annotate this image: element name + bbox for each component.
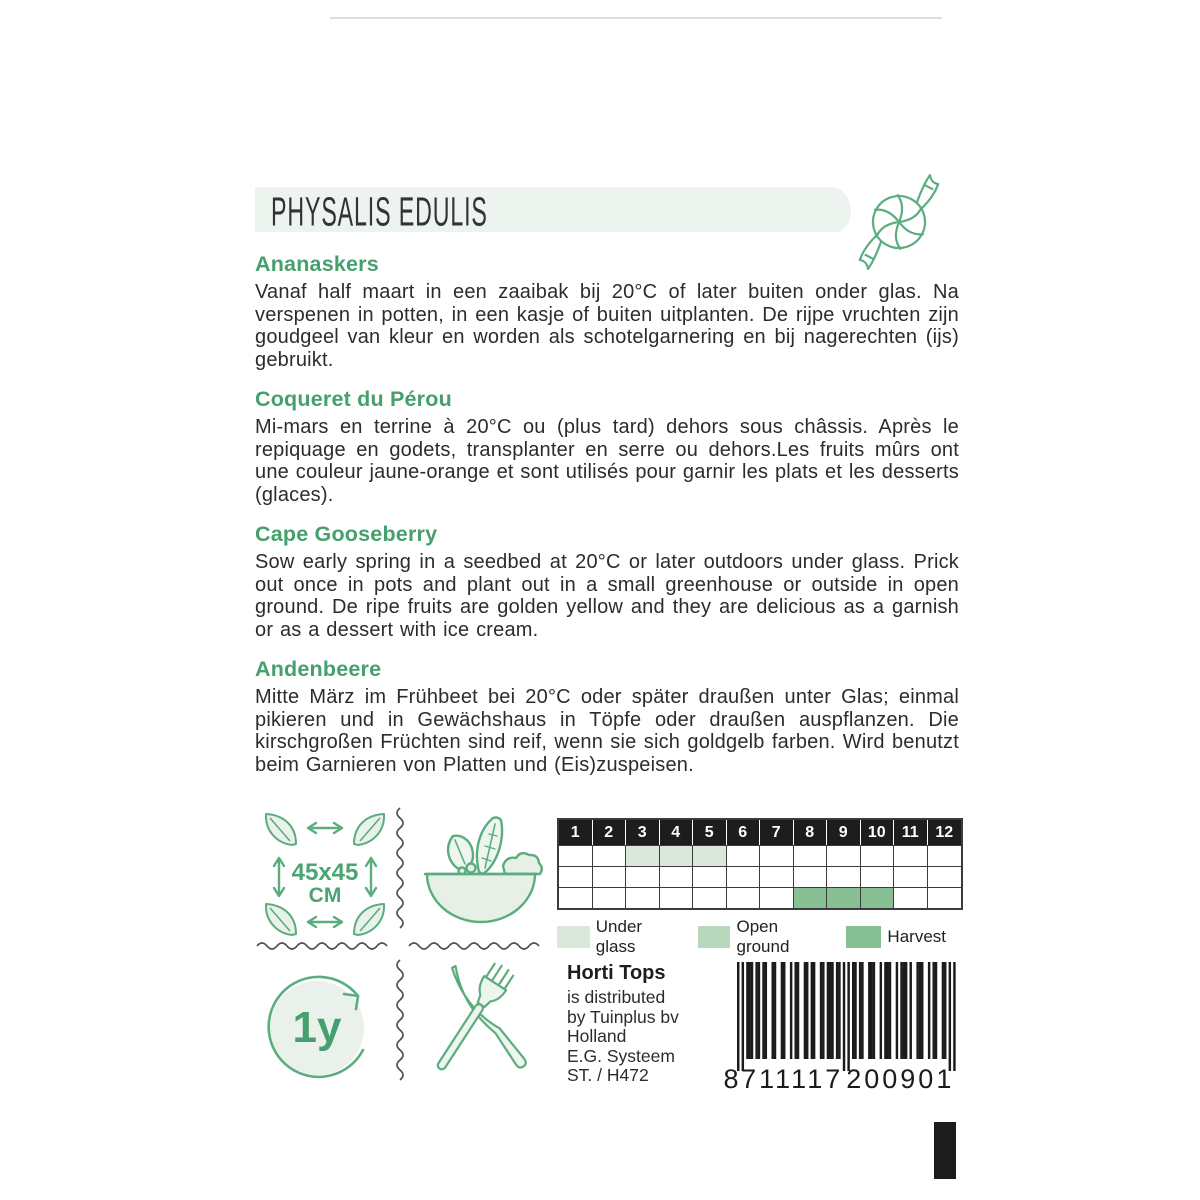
- spacing-unit-label: CM: [308, 884, 342, 907]
- calendar-cell-harvest-12: [928, 887, 962, 908]
- calendar-cell-harvest-4: [660, 887, 694, 908]
- calendar-cell-open-ground-12: [928, 866, 962, 887]
- section-body-german: Mitte März im Frühbeet bei 20°C oder später draußen unter Glas; einmal pikieren und in Gewächshaus in Töpfe oder draußen auspflanzen. Die kirschgroßen Früchten sind reif, wenn sie sich goldgelb farben. Wird benutzt beim Garnieren von Platten und (Eis)zuspeisen.: [255, 686, 959, 776]
- calendar-cell-harvest-7: [760, 887, 794, 908]
- barcode-svg: [723, 960, 968, 1094]
- calendar-month-header: 8: [794, 820, 828, 845]
- divider-horizontal-right: [407, 940, 543, 952]
- calendar-cell-harvest-10: [861, 887, 895, 908]
- section-body-dutch: Vanaf half maart in een zaaibak bij 20°C of later buiten onder glas. Na verspenen in potten, in een kasje of buiten uitplanten. De rijpe vruchten zijn goudgeel van kleur en worden als schotelgarnering en bij nagerechten (ijs) gebruikt.: [255, 281, 959, 371]
- calendar-month-header: 11: [894, 820, 928, 845]
- calendar-cell-open-ground-1: [559, 866, 593, 887]
- calendar-cell-harvest-11: [894, 887, 928, 908]
- page-title: PHYSALIS EDULIS: [271, 190, 488, 235]
- section-english: [255, 522, 959, 641]
- legend-label-under-glass: Under glass: [595, 917, 643, 956]
- salad-bowl-icon: [411, 806, 551, 942]
- legend-item-harvest: [846, 926, 946, 948]
- calendar-cell-open-ground-2: [593, 866, 627, 887]
- barcode-digit-lead: 8: [723, 1064, 739, 1094]
- calendar-cell-open-ground-7: [760, 866, 794, 887]
- section-body-french: Mi-mars en terrine à 20°C ou (plus tard) dehors sous châssis. Après le repiquage en godets, transplanter en serre ou dehors.Les fruits mûrs ont une couleur jaune-orange et sont utilisés pour garnir les plats et les desserts (glaces).: [255, 416, 959, 506]
- divider-vertical-bottom: [394, 958, 406, 1090]
- legend-label-open-ground: Open ground: [736, 917, 790, 956]
- calendar-month-header: 5: [693, 820, 727, 845]
- calendar-cell-under-glass-8: [794, 845, 828, 866]
- calendar-cell-under-glass-2: [593, 845, 627, 866]
- legend-item-under-glass: [557, 917, 681, 957]
- legend-swatch-harvest: [846, 926, 881, 948]
- calendar-cell-open-ground-8: [794, 866, 828, 887]
- legend-label-harvest: Harvest: [887, 927, 946, 946]
- info-area: [255, 800, 961, 1100]
- section-french: [255, 387, 959, 506]
- distributor-line: Holland: [567, 1026, 627, 1046]
- legend-swatch-under-glass: [557, 926, 590, 948]
- calendar-cell-open-ground-6: [727, 866, 761, 887]
- calendar-month-header: 9: [827, 820, 861, 845]
- distributor-line: ST. / H472: [567, 1065, 649, 1085]
- sowing-calendar-table: [557, 818, 963, 910]
- calendar-cell-under-glass-4: [660, 845, 694, 866]
- section-heading-dutch: Ananaskers: [255, 252, 379, 276]
- calendar-cell-open-ground-9: [827, 866, 861, 887]
- section-heading-german: Andenbeere: [255, 657, 382, 681]
- distributor-line: by Tuinplus bv: [567, 1006, 679, 1027]
- calendar-month-header: 10: [861, 820, 895, 845]
- barcode-digits-right: 200901: [846, 1064, 955, 1094]
- section-dutch: [255, 252, 959, 371]
- calendar-cell-harvest-8: [794, 887, 828, 908]
- section-german: [255, 657, 959, 776]
- calendar-cell-harvest-5: [693, 887, 727, 908]
- print-registration-mark: [934, 1122, 956, 1179]
- calendar-month-header: 12: [928, 820, 962, 845]
- calendar-cell-under-glass-6: [727, 845, 761, 866]
- distributor-name: Horti Tops: [567, 962, 666, 984]
- calendar-legend: [557, 917, 963, 957]
- section-body-english: Sow early spring in a seedbed at 20°C or later outdoors under glass. Prick out once in pots and plant out in a small greenhouse or outside in open ground. De ripe fruits are golden yellow and they are delicious as a garnish or as a dessert with ice cream.: [255, 551, 959, 641]
- calendar-month-header: 6: [727, 820, 761, 845]
- distributor-line: is distributed: [567, 987, 666, 1007]
- calendar-cell-open-ground-5: [693, 866, 727, 887]
- cutlery-icon: [413, 956, 553, 1098]
- barcode: [723, 960, 968, 1095]
- spacing-dimension-label: 45x45: [291, 859, 359, 886]
- divider-horizontal-left: [255, 940, 391, 952]
- calendar-month-header: 1: [559, 820, 593, 845]
- calendar-cell-under-glass-10: [861, 845, 895, 866]
- calendar-cell-under-glass-7: [760, 845, 794, 866]
- calendar-cell-harvest-2: [593, 887, 627, 908]
- legend-item-open-ground: [698, 917, 830, 957]
- calendar-cell-open-ground-3: [626, 866, 660, 887]
- calendar-cell-harvest-6: [727, 887, 761, 908]
- calendar-month-header: 2: [593, 820, 627, 845]
- calendar-cell-under-glass-11: [894, 845, 928, 866]
- distributor-info: [567, 962, 727, 1086]
- calendar-cell-harvest-9: [827, 887, 861, 908]
- calendar-cell-open-ground-11: [894, 866, 928, 887]
- distributor-line: E.G. Systeem: [567, 1045, 675, 1066]
- calendar-cell-under-glass-5: [693, 845, 727, 866]
- calendar-month-header: 3: [626, 820, 660, 845]
- legend-swatch-open-ground: [698, 926, 731, 948]
- calendar-cell-harvest-3: [626, 887, 660, 908]
- divider-vertical-top: [394, 806, 406, 936]
- lifespan-icon: [257, 960, 387, 1090]
- calendar-cell-under-glass-9: [827, 845, 861, 866]
- barcode-digits-left: 711117: [741, 1064, 844, 1094]
- calendar-cell-open-ground-10: [861, 866, 895, 887]
- lifespan-label: 1y: [292, 1003, 342, 1052]
- sowing-calendar: [557, 818, 963, 957]
- calendar-cell-under-glass-1: [559, 845, 593, 866]
- title-row: [255, 184, 975, 244]
- calendar-cell-under-glass-3: [626, 845, 660, 866]
- plant-spacing-icon: [255, 806, 395, 942]
- calendar-month-header: 7: [760, 820, 794, 845]
- calendar-cell-harvest-1: [559, 887, 593, 908]
- section-heading-french: Coqueret du Pérou: [255, 387, 452, 411]
- fold-line: [330, 17, 942, 19]
- calendar-cell-open-ground-4: [660, 866, 694, 887]
- calendar-cell-under-glass-12: [928, 845, 962, 866]
- calendar-month-header: 4: [660, 820, 694, 845]
- section-heading-english: Cape Gooseberry: [255, 522, 438, 546]
